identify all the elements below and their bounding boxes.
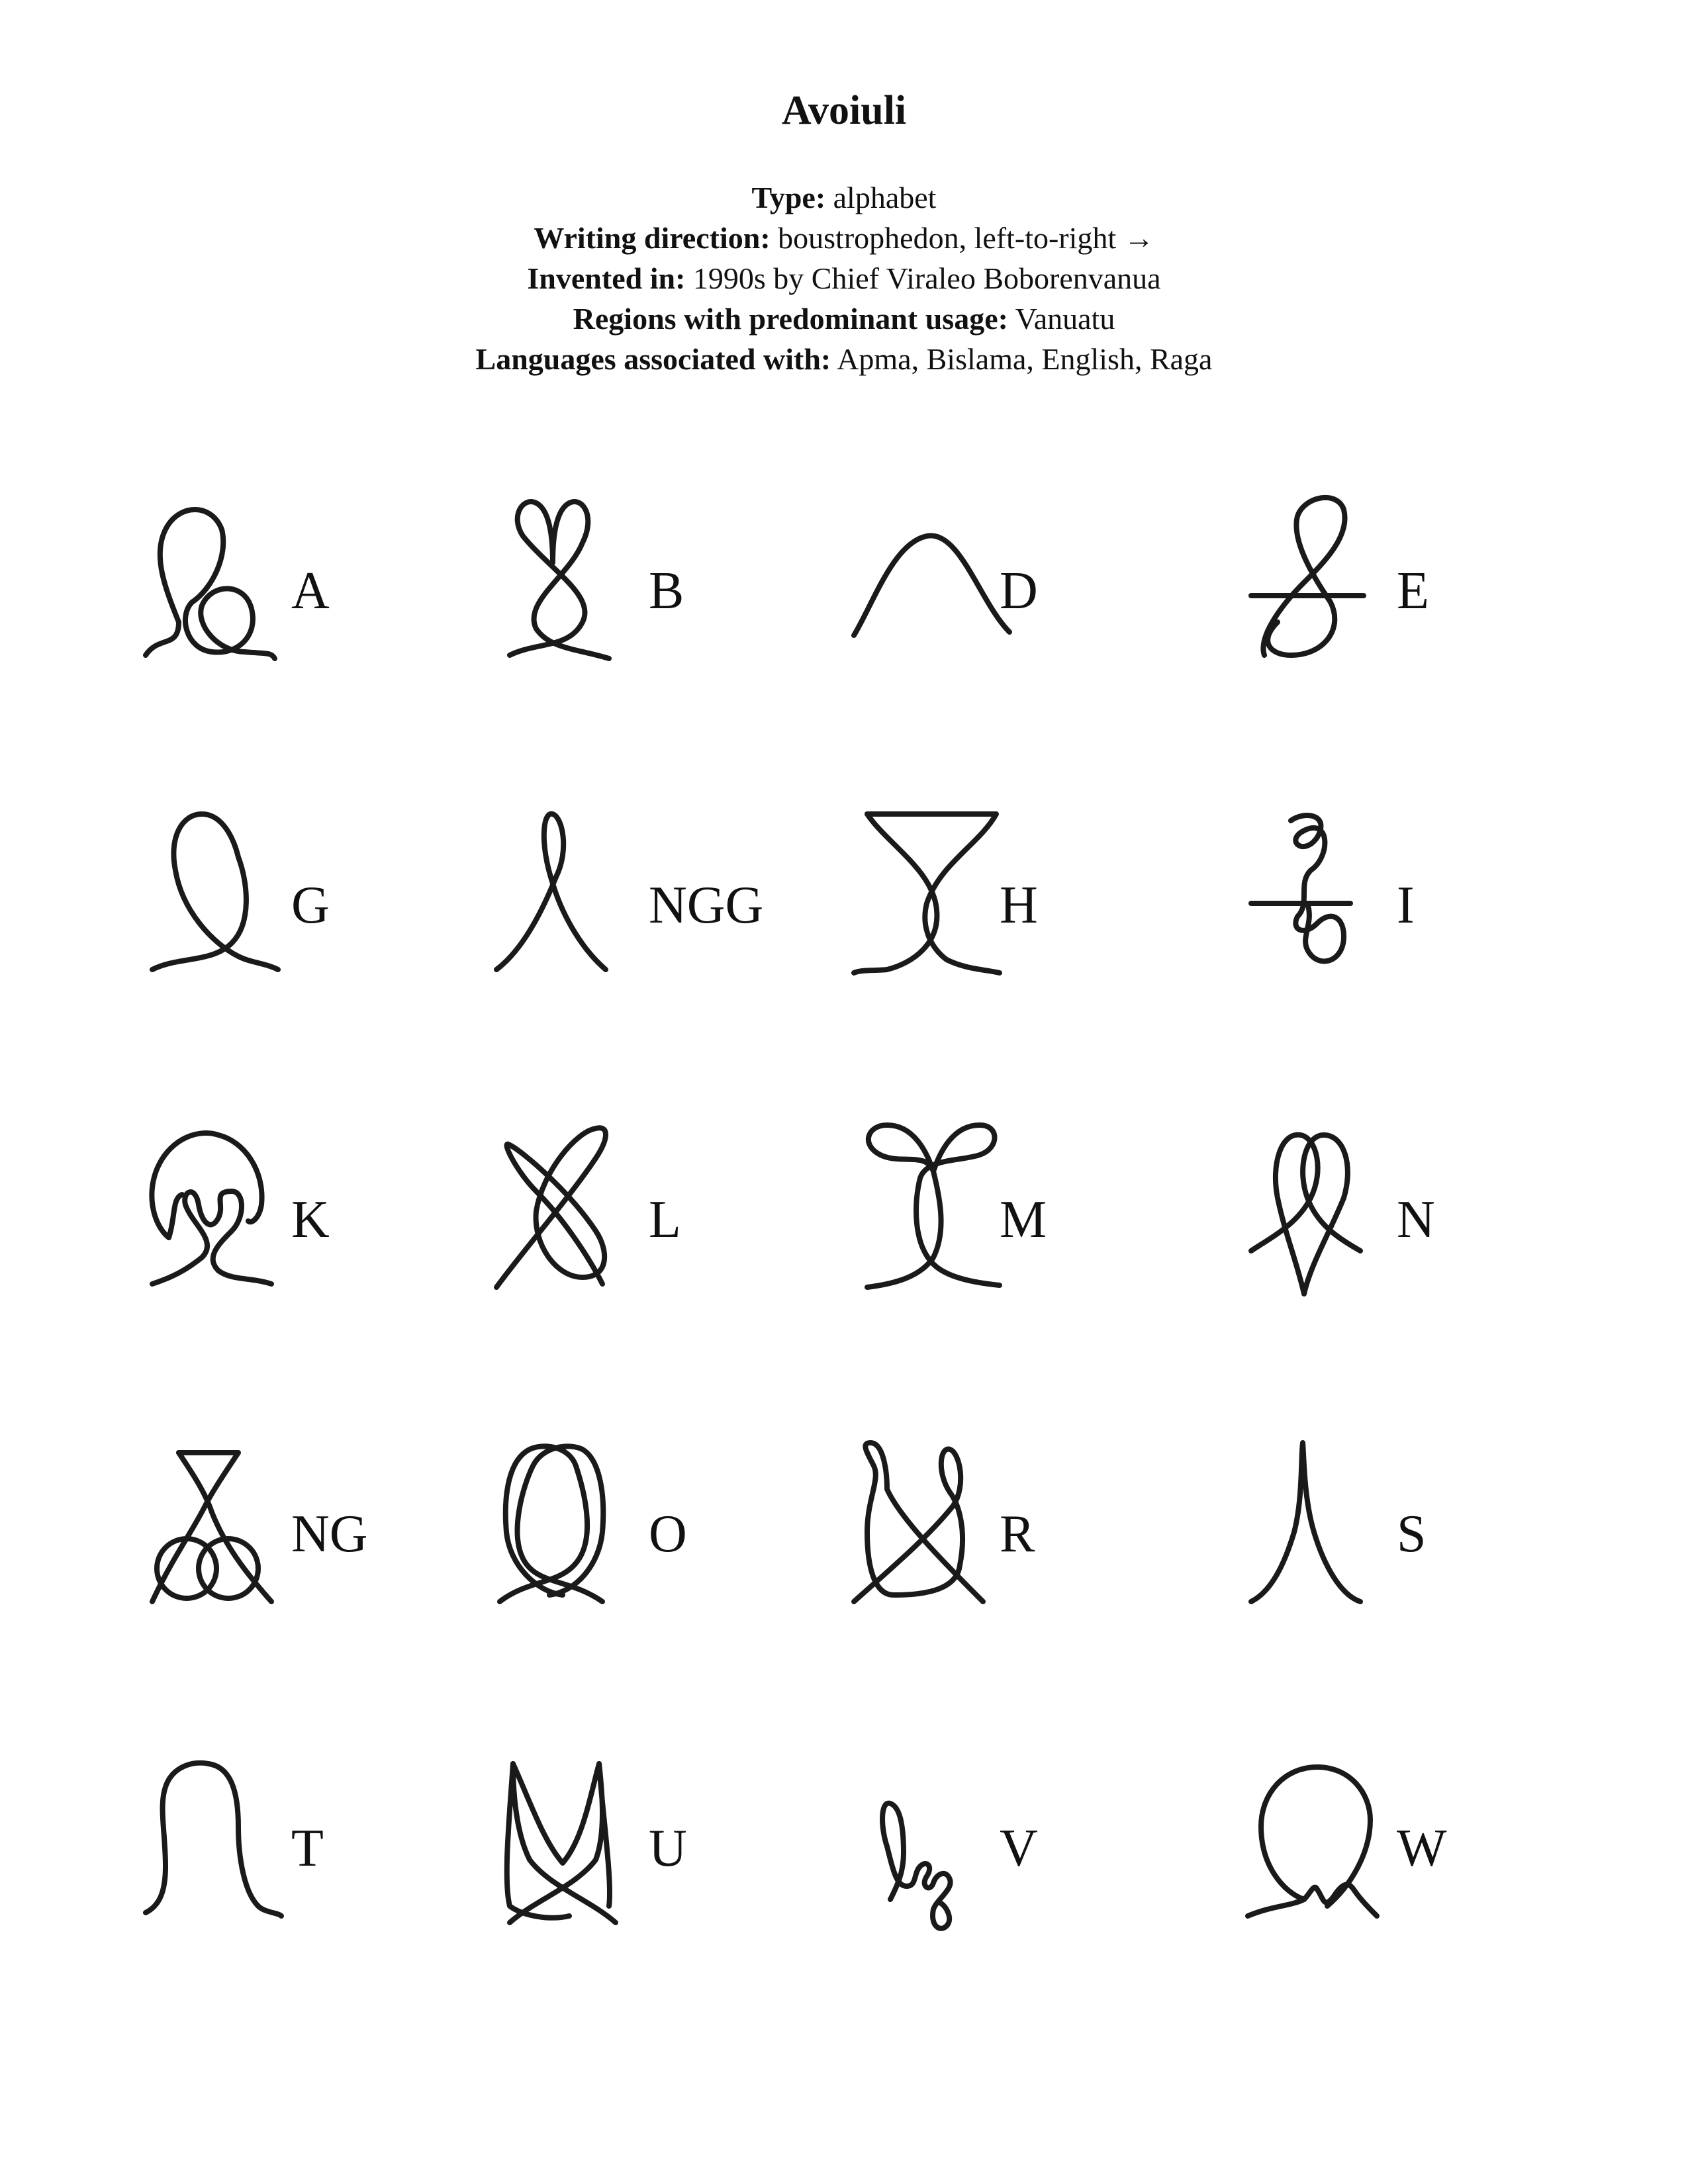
letter-cell <box>496 804 867 1003</box>
letter-o-glyph <box>496 1433 669 1631</box>
letter-e-glyph <box>1244 490 1417 688</box>
letter-d-glyph <box>847 490 1019 688</box>
letter-w-glyph <box>1244 1747 1417 1946</box>
letter-m-glyph <box>847 1118 1019 1317</box>
letter-label: NGG <box>649 876 764 934</box>
letter-label: S <box>1397 1505 1427 1563</box>
info-invented-key: Invented in: <box>527 261 686 295</box>
letter-s-glyph <box>1244 1433 1417 1631</box>
letter-t-glyph <box>139 1747 311 1946</box>
letter-label: E <box>1397 562 1429 620</box>
info-type-key: Type: <box>751 181 826 214</box>
letter-cell <box>847 1433 1218 1631</box>
info-type-value: alphabet <box>825 181 937 214</box>
letter-label: W <box>1397 1819 1447 1878</box>
letter-label: N <box>1397 1191 1435 1249</box>
letter-r-glyph <box>847 1433 1019 1631</box>
letter-cell <box>1244 490 1615 688</box>
letter-label: NG <box>291 1505 368 1563</box>
letter-v-glyph <box>847 1747 1019 1946</box>
info-direction-key: Writing direction: <box>534 221 771 255</box>
letter-label: A <box>291 562 330 620</box>
info-languages-value: Apma, Bislama, English, Raga <box>831 342 1213 376</box>
letter-n-glyph <box>1244 1118 1417 1317</box>
letter-label: R <box>1000 1505 1035 1563</box>
letter-cell <box>1244 804 1615 1003</box>
info-regions-value: Vanuatu <box>1008 302 1115 336</box>
letter-cell <box>496 490 867 688</box>
letter-label: H <box>1000 876 1038 934</box>
letter-cell <box>847 804 1218 1003</box>
letter-i-glyph <box>1244 804 1417 1003</box>
letter-u-glyph <box>496 1747 669 1946</box>
letter-cell <box>139 490 510 688</box>
letter-cell <box>139 1118 510 1317</box>
letter-label: G <box>291 876 330 934</box>
letter-cell <box>139 1747 510 1946</box>
letter-cell <box>847 1118 1218 1317</box>
letter-cell <box>847 490 1218 688</box>
letter-h-glyph <box>847 804 1019 1003</box>
letter-cell <box>496 1118 867 1317</box>
letter-label: M <box>1000 1191 1047 1249</box>
letter-cell <box>496 1747 867 1946</box>
letter-label: L <box>649 1191 681 1249</box>
letter-label: O <box>649 1505 687 1563</box>
letter-cell <box>496 1433 867 1631</box>
letter-cell <box>139 1433 510 1631</box>
letter-b-glyph <box>496 490 669 688</box>
letter-label: U <box>649 1819 687 1878</box>
letter-g-glyph <box>139 804 311 1003</box>
info-regions-key: Regions with predominant usage: <box>573 302 1008 336</box>
page-title: Avoiuli <box>781 88 907 133</box>
letter-label: V <box>1000 1819 1038 1878</box>
letter-label: B <box>649 562 684 620</box>
letter-label: K <box>291 1191 330 1249</box>
letter-cell <box>1244 1118 1615 1317</box>
letter-cell <box>139 804 510 1003</box>
letter-label: D <box>1000 562 1038 620</box>
letter-l-glyph <box>496 1118 669 1317</box>
letter-a-glyph <box>139 490 311 688</box>
info-languages-key: Languages associated with: <box>475 342 831 376</box>
letter-cell <box>1244 1433 1615 1631</box>
letter-ngg-glyph <box>496 804 669 1003</box>
letter-cell <box>1244 1747 1615 1946</box>
info-invented-value: 1990s by Chief Viraleo Boborenvanua <box>685 261 1161 295</box>
letter-cell <box>847 1747 1218 1946</box>
letter-label: I <box>1397 876 1415 934</box>
letter-ng-glyph <box>139 1433 311 1631</box>
info-direction-value: boustrophedon, left-to-right → <box>770 221 1154 255</box>
letter-label: T <box>291 1819 324 1878</box>
letter-k-glyph <box>139 1118 311 1317</box>
